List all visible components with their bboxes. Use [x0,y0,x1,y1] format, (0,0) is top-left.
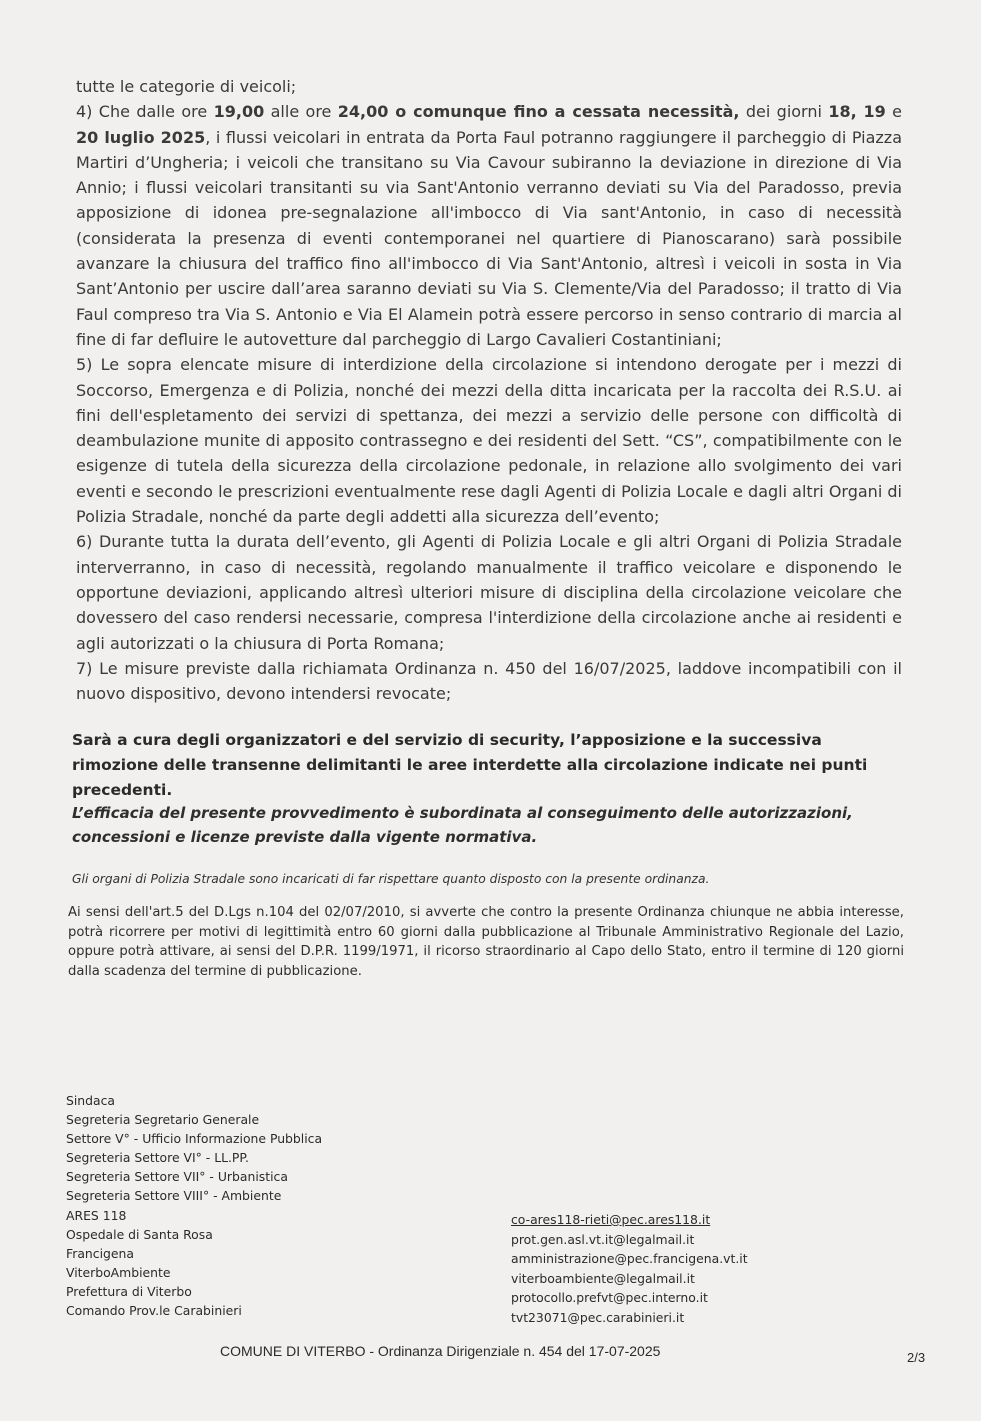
recipient: Ospedale di Santa Rosa [66,1226,213,1242]
ordinance-body [76,74,902,706]
email-address: prot.gen.asl.vt.it@legalmail.it [511,1231,695,1247]
email-address: amministrazione@pec.francigena.vt.it [511,1251,748,1266]
email-link[interactable]: co-ares118-rieti@pec.ares118.it [511,1212,711,1227]
email-address: tvt23071@pec.carabinieri.it [511,1309,685,1325]
email-address: viterboambiente@legalmail.it [511,1270,695,1286]
date: 20 luglio 2025 [76,127,206,147]
recipient: ARES 118 [66,1207,127,1223]
police-instruction: Gli organi di Polizia Stradale sono incaricati di far rispettare quanto disposto con la presente ordinanza. [72,872,710,886]
paragraph-4-text-3: e [885,102,902,122]
start-time: 19,00 [213,102,265,122]
recipient: Settore V° - Ufficio Informazione Pubblica [66,1131,323,1147]
paragraph-6: 6) Durante tutta la durata dell’evento, gli Agenti di Polizia Locale e gli altri Organi di Polizia Stradale interverranno, in caso di necessità, regolando manualmente il traffico veicolare e disponendo le opportune deviazioni, applicando altresì ulteriori misure di disciplina della circolazione veicolare che dovessero del caso rendersi necessarie, compresa l'interdizione della circolazione anche ai residenti e agli autorizzati o la chiusura di Porta Romana; [76,532,902,653]
document-footer: COMUNE DI VITERBO - Ordinanza Dirigenziale n. 454 del 17-07-2025 [220,1343,661,1359]
page-number: 2/3 [907,1350,926,1365]
paragraph-7: 7) Le misure previste dalla richiamata Ordinanza n. 450 del 16/07/2025, laddove incompatibili con il nuovo dispositivo, devono intendersi revocate; [76,658,902,704]
appeal-notice: Ai sensi dell'art.5 del D.Lgs n.104 del 02/07/2010, si avverte che contro la presente Ordinanza chiunque ne abbia interesse, potrà ricorrere per motivi di legittimità entro 60 giorni dalla pubblicazione al Tribunale Amministrativo Regionale del Lazio, oppure potrà attivare, ai sensi del D.P.R. 1199/1971, il ricorso straordinario al Capo dello Stato, entro il termine di 120 giorni dalla scadenza del termine di pubblicazione. [68,905,904,979]
paragraph-4-text-2: dei giorni [739,102,829,122]
recipient: ViterboAmbiente [66,1264,171,1280]
end-time: 24,00 o comunque fino a cessata necessità, [337,102,740,122]
efficacy-clause: L’efficacia del presente provvedimento è subordinata al conseguimento delle autorizzazioni, concessioni e licenze previste dalla vigente normativa. [72,804,853,846]
recipient: Sindaca [66,1093,116,1108]
recipient: Comando Prov.le Carabinieri [66,1303,242,1319]
recipient: Francigena [66,1245,134,1261]
paragraph-4-rest: , i flussi veicolari in entrata da Porta Faul potranno raggiungere il parcheggio di Piazza Martiri d’Ungheria; i veicoli che transitano su Via Cavour subiranno la deviazione in direzione di Via Annio; i flussi veicolari transitanti su via Sant'Antonio verranno deviati su Via del Paradosso, previa apposizione di idonea pre-segnalazione all'imbocco di Via sant'Antonio, in caso di necessità (considerata la presenza di eventi contemporanei nel quartiere di Pianoscarano) sarà possibile avanzare la chiusura del traffico fino all'imbocco di Via Sant'Antonio, altresì i veicoli in sosta in Via Sant’Antonio per uscire dall’area saranno deviati su Via S. Clemente/Via del Paradosso; il tratto di Via Faul compreso tra Via S. Antonio e Via El Alamein potrà essere percorso in senso contrario di marcia al fine di far defluire le autovetture dal parcheggio di Largo Cavalieri Costantiniani; [76,127,903,349]
recipient: Segreteria Settore VII° - Urbanistica [66,1169,288,1185]
email-address: protocollo.prefvt@pec.interno.it [511,1290,708,1305]
security-notice: Sarà a cura degli organizzatori e del servizio di security, l’apposizione e la successiva rimozione delle transenne delimitanti le aree interdette alla circolazione indicate nei punti precedenti. [72,731,868,799]
paragraph-4-text-1: alle ore [264,102,338,122]
email-list [511,1210,811,1327]
recipient: Segreteria Segretario Generale [66,1112,260,1128]
recipients-list [66,1091,386,1320]
paragraph-4 [76,99,902,352]
recipient: Segreteria Settore VI° - LL.PP. [66,1150,249,1166]
recipient: Segreteria Settore VIII° - Ambiente [66,1188,282,1204]
paragraph-5: 5) Le sopra elencate misure di interdizione della circolazione si intendono derogate per i mezzi di Soccorso, Emergenza e di Polizia, nonché dei mezzi della ditta incaricata per la raccolta dei R.S.U. ai fini dell'espletamento dei servizi di spettanza, dei mezzi a servizio delle persone con difficoltà di deambulazione munite di apposito contrassegno e dei residenti del Sett. “CS”, compatibilmente con le esigenze di tutela della sicurezza della circolazione pedonale, in relazione allo svolgimento dei vari eventi e secondo le prescrizioni eventualmente rese dagli Agenti di Polizia Locale e dagli altri Organi di Polizia Stradale, nonché da parte degli addetti alla sicurezza dell’evento; [76,355,902,527]
days: 18, 19 [828,102,886,122]
paragraph-3-end: tutte le categorie di veicoli; [76,77,297,96]
paragraph-4-label: 4) Che dalle ore [76,102,214,122]
recipient: Prefettura di Viterbo [66,1283,192,1299]
